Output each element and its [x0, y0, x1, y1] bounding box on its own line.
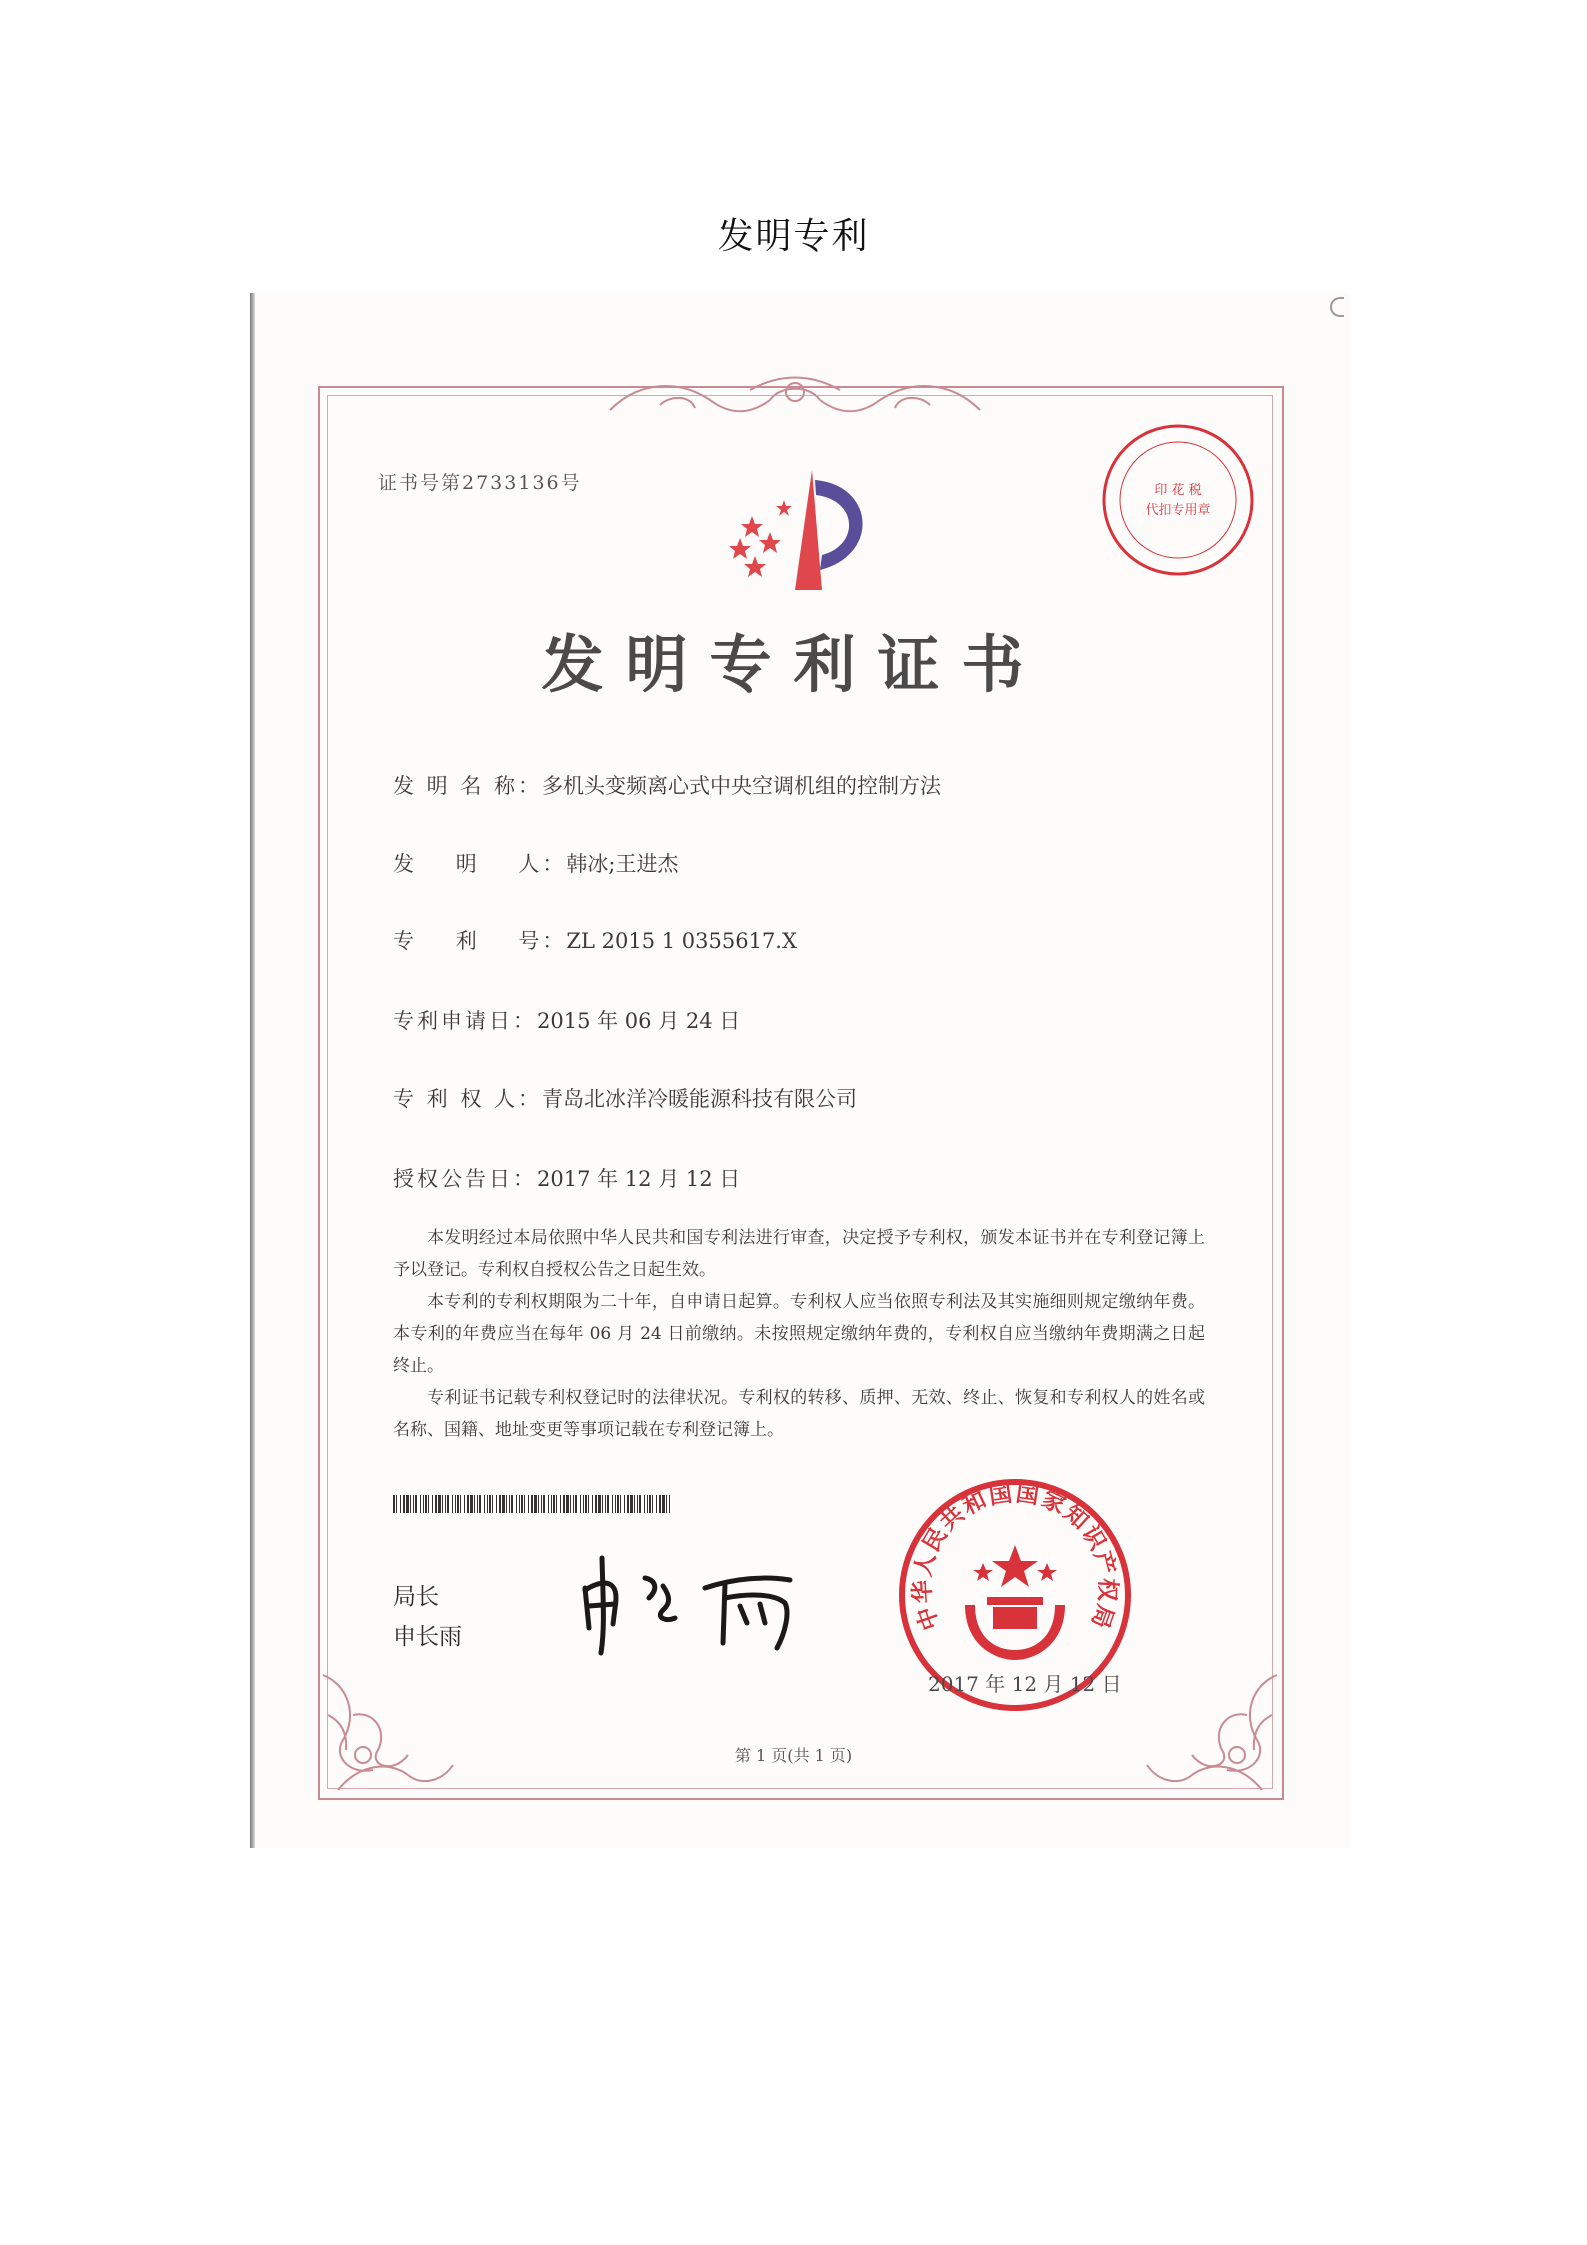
certificate-number: 证书号第2733136号 [378, 472, 582, 494]
certificate-title: 发明专利证书 [541, 628, 1046, 701]
page-number: 第 1 页(共 1 页) [734, 1746, 853, 1765]
field-value: 多机头变频离心式中央空调机组的控制方法 [542, 774, 942, 798]
bottom-left-ornament [318, 1655, 458, 1795]
field-value: 韩冰;王进杰 [566, 852, 679, 876]
svg-text:中华人民共和国国家知识产权局: 中华人民共和国国家知识产权局 [909, 1480, 1121, 1634]
field-invention-name [393, 770, 941, 800]
top-ornament [600, 370, 990, 430]
notice-paragraph: 专利证书记载专利权登记时的法律状况。专利权的转移、质押、无效、终止、恢复和专利权人的姓名或名称、国籍、地址变更等事项记载在专利登记簿上。 [393, 1388, 1205, 1440]
field-value: ZL 2015 1 0355617.X [566, 929, 797, 953]
director-name: 申长雨 [393, 1624, 462, 1650]
scan-edge-shadow [250, 293, 255, 1848]
svg-text:代扣专用章: 代扣专用章 [1145, 503, 1211, 518]
field-patentee [393, 1083, 857, 1113]
issue-date: 2017 年 12 月 12 日 [928, 1672, 1122, 1696]
field-application-date [393, 1005, 740, 1035]
field-label: 专 利 权 人： [393, 1087, 543, 1111]
director-label: 局长 [393, 1584, 439, 1610]
notice-paragraph: 本专利的专利权期限为二十年，自申请日起算。专利权人应当依照专利法及其实施细则规定缴纳年费。本专利的年费应当在每年 06 月 24 日前缴纳。未按照规定缴纳年费的，专利权自应当缴纳年费期满之日起终止。 [393, 1292, 1205, 1376]
director-signature-icon [575, 1548, 810, 1658]
field-label: 发 明 名 称： [393, 774, 543, 798]
field-inventor [393, 848, 678, 878]
field-value: 青岛北冰洋冷暖能源科技有限公司 [542, 1087, 858, 1111]
field-label: 专 利 号： [393, 929, 567, 953]
field-grant-date [393, 1163, 740, 1193]
patent-office-emblem-icon [700, 460, 900, 600]
field-value: 2017 年 12 月 12 日 [537, 1167, 741, 1191]
svg-text:印 花 税: 印 花 税 [1154, 483, 1202, 498]
tax-stamp-seal-icon [1098, 420, 1258, 580]
scan-mark [1330, 297, 1344, 317]
field-patent-number [393, 925, 797, 955]
page-heading: 发明专利 [717, 216, 870, 257]
field-label: 授权公告日： [393, 1167, 537, 1191]
bottom-right-ornament [1142, 1655, 1282, 1795]
field-value: 2015 年 06 月 24 日 [537, 1009, 741, 1033]
field-label: 专利申请日： [393, 1009, 537, 1033]
notice-text [393, 1222, 1205, 1446]
field-label: 发 明 人： [393, 852, 567, 876]
barcode-icon [393, 1495, 673, 1513]
notice-paragraph: 本发明经过本局依照中华人民共和国专利法进行审查，决定授予专利权，颁发本证书并在专利登记簿上予以登记。专利权自授权公告之日起生效。 [393, 1228, 1205, 1280]
